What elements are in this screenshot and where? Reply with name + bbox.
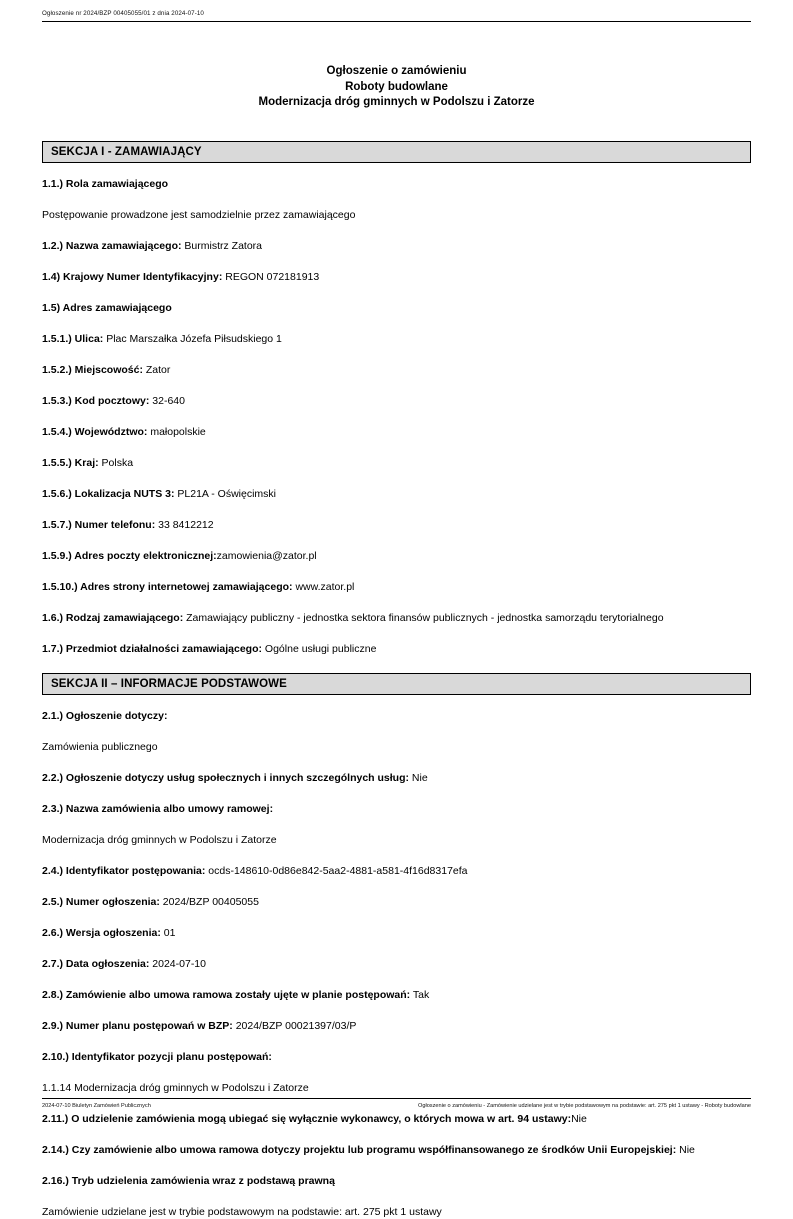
section-i-content	[42, 177, 751, 656]
field-plan-position-id-label: 2.10.) Identyfikator pozycji planu postępowań:	[42, 1050, 272, 1063]
field-address-heading: 1.5) Adres zamawiającego	[42, 301, 172, 314]
field-country: 1.5.5.) Kraj: Polska	[42, 456, 134, 469]
field-announcement-date: 2.7.) Data ogłoszenia: 2024-07-10	[42, 957, 206, 970]
field-announcement-version: 2.6.) Wersja ogłoszenia: 01	[42, 926, 176, 939]
field-nuts: 1.5.6.) Lokalizacja NUTS 3: PL21A - Oświęcimski	[42, 487, 277, 500]
footer-left: 2024-07-10 Biuletyn Zamówień Publicznych	[42, 1103, 151, 1109]
field-announcement-number: 2.5.) Numer ogłoszenia: 2024/BZP 00405055	[42, 895, 259, 908]
field-phone: 1.5.7.) Numer telefonu: 33 8412212	[42, 518, 214, 531]
document-header-reference: Ogłoszenie nr 2024/BZP 00405055/01 z dnia 2024-07-10	[42, 10, 751, 22]
document-footer	[42, 1098, 751, 1109]
field-authority-type: 1.6.) Rodzaj zamawiającego: Zamawiający publiczny - jednostka sektora finansów publicznych - jednostka samorządu terytorialnego	[42, 611, 664, 624]
field-role-label: 1.1.) Rola zamawiającego	[42, 177, 169, 190]
field-role-value: Postępowanie prowadzone jest samodzielnie przez zamawiającego	[42, 208, 356, 221]
field-website: 1.5.10.) Adres strony internetowej zamawiającego: www.zator.pl	[42, 580, 355, 593]
field-email: 1.5.9.) Adres poczty elektronicznej:zamowienia@zator.pl	[42, 549, 317, 562]
field-announcement-concerns-value: Zamówienia publicznego	[42, 740, 158, 753]
field-voivodeship: 1.5.4.) Województwo: małopolskie	[42, 425, 206, 438]
field-social-services: 2.2.) Ogłoszenie dotyczy usług społecznych i innych szczególnych usług: Nie	[42, 771, 428, 784]
field-procedure-id: 2.4.) Identyfikator postępowania: ocds-148610-0d86e842-5aa2-4881-a581-4f16d8317efa	[42, 864, 468, 877]
field-postal-code: 1.5.3.) Kod pocztowy: 32-640	[42, 394, 185, 407]
field-in-procurement-plan: 2.8.) Zamówienie albo umowa ramowa zostały ujęte w planie postępowań: Tak	[42, 988, 430, 1001]
field-contract-name-value: Modernizacja dróg gminnych w Podolszu i Zatorze	[42, 833, 277, 846]
field-announcement-concerns-label: 2.1.) Ogłoszenie dotyczy:	[42, 709, 168, 722]
section-header-ii: SEKCJA II – INFORMACJE PODSTAWOWE	[42, 673, 751, 695]
title-line-2: Roboty budowlane	[345, 80, 448, 93]
field-plan-number: 2.9.) Numer planu postępowań w BZP: 2024/BZP 00021397/03/P	[42, 1019, 357, 1032]
title-line-1: Ogłoszenie o zamówieniu	[326, 65, 467, 77]
field-art94: 2.11.) O udzielenie zamówienia mogą ubiegać się wyłącznie wykonawcy, o których mowa w art. 94 ustawy:Nie	[42, 1112, 587, 1125]
section-header-i: SEKCJA I - ZAMAWIAJĄCY	[42, 141, 751, 163]
field-city: 1.5.2.) Miejscowość: Zator	[42, 363, 171, 376]
field-name: 1.2.) Nazwa zamawiającego: Burmistrz Zatora	[42, 239, 263, 252]
field-street: 1.5.1.) Ulica: Plac Marszałka Józefa Piłsudskiego 1	[42, 332, 282, 345]
field-procedure-mode-label: 2.16.) Tryb udzielenia zamówienia wraz z podstawą prawną	[42, 1174, 335, 1187]
document-title-block	[42, 64, 751, 111]
field-contract-name-label: 2.3.) Nazwa zamówienia albo umowy ramowej:	[42, 802, 274, 815]
field-procedure-mode-value: Zamówienie udzielane jest w trybie podstawowym na podstawie: art. 275 pkt 1 ustawy	[42, 1205, 442, 1218]
field-plan-position-id-value: 1.1.14 Modernizacja dróg gminnych w Podolszu i Zatorze	[42, 1081, 309, 1094]
field-eu-funding: 2.14.) Czy zamówienie albo umowa ramowa dotyczy projektu lub programu współfinansowanego ze środków Unii Europejskiej: Nie	[42, 1143, 695, 1156]
field-activity-subject: 1.7.) Przedmiot działalności zamawiającego: Ogólne usługi publiczne	[42, 642, 377, 655]
footer-right: Ogłoszenie o zamówieniu - Zamówienie udzielane jest w trybie podstawowym na podstawie: art. 275 pkt 1 ustawy - Roboty budowlane	[417, 1103, 751, 1109]
title-line-3: Modernizacja dróg gminnych w Podolszu i Zatorze	[258, 96, 535, 108]
field-regon: 1.4) Krajowy Numer Identyfikacyjny: REGON 072181913	[42, 270, 320, 283]
section-ii-content	[42, 709, 751, 1219]
